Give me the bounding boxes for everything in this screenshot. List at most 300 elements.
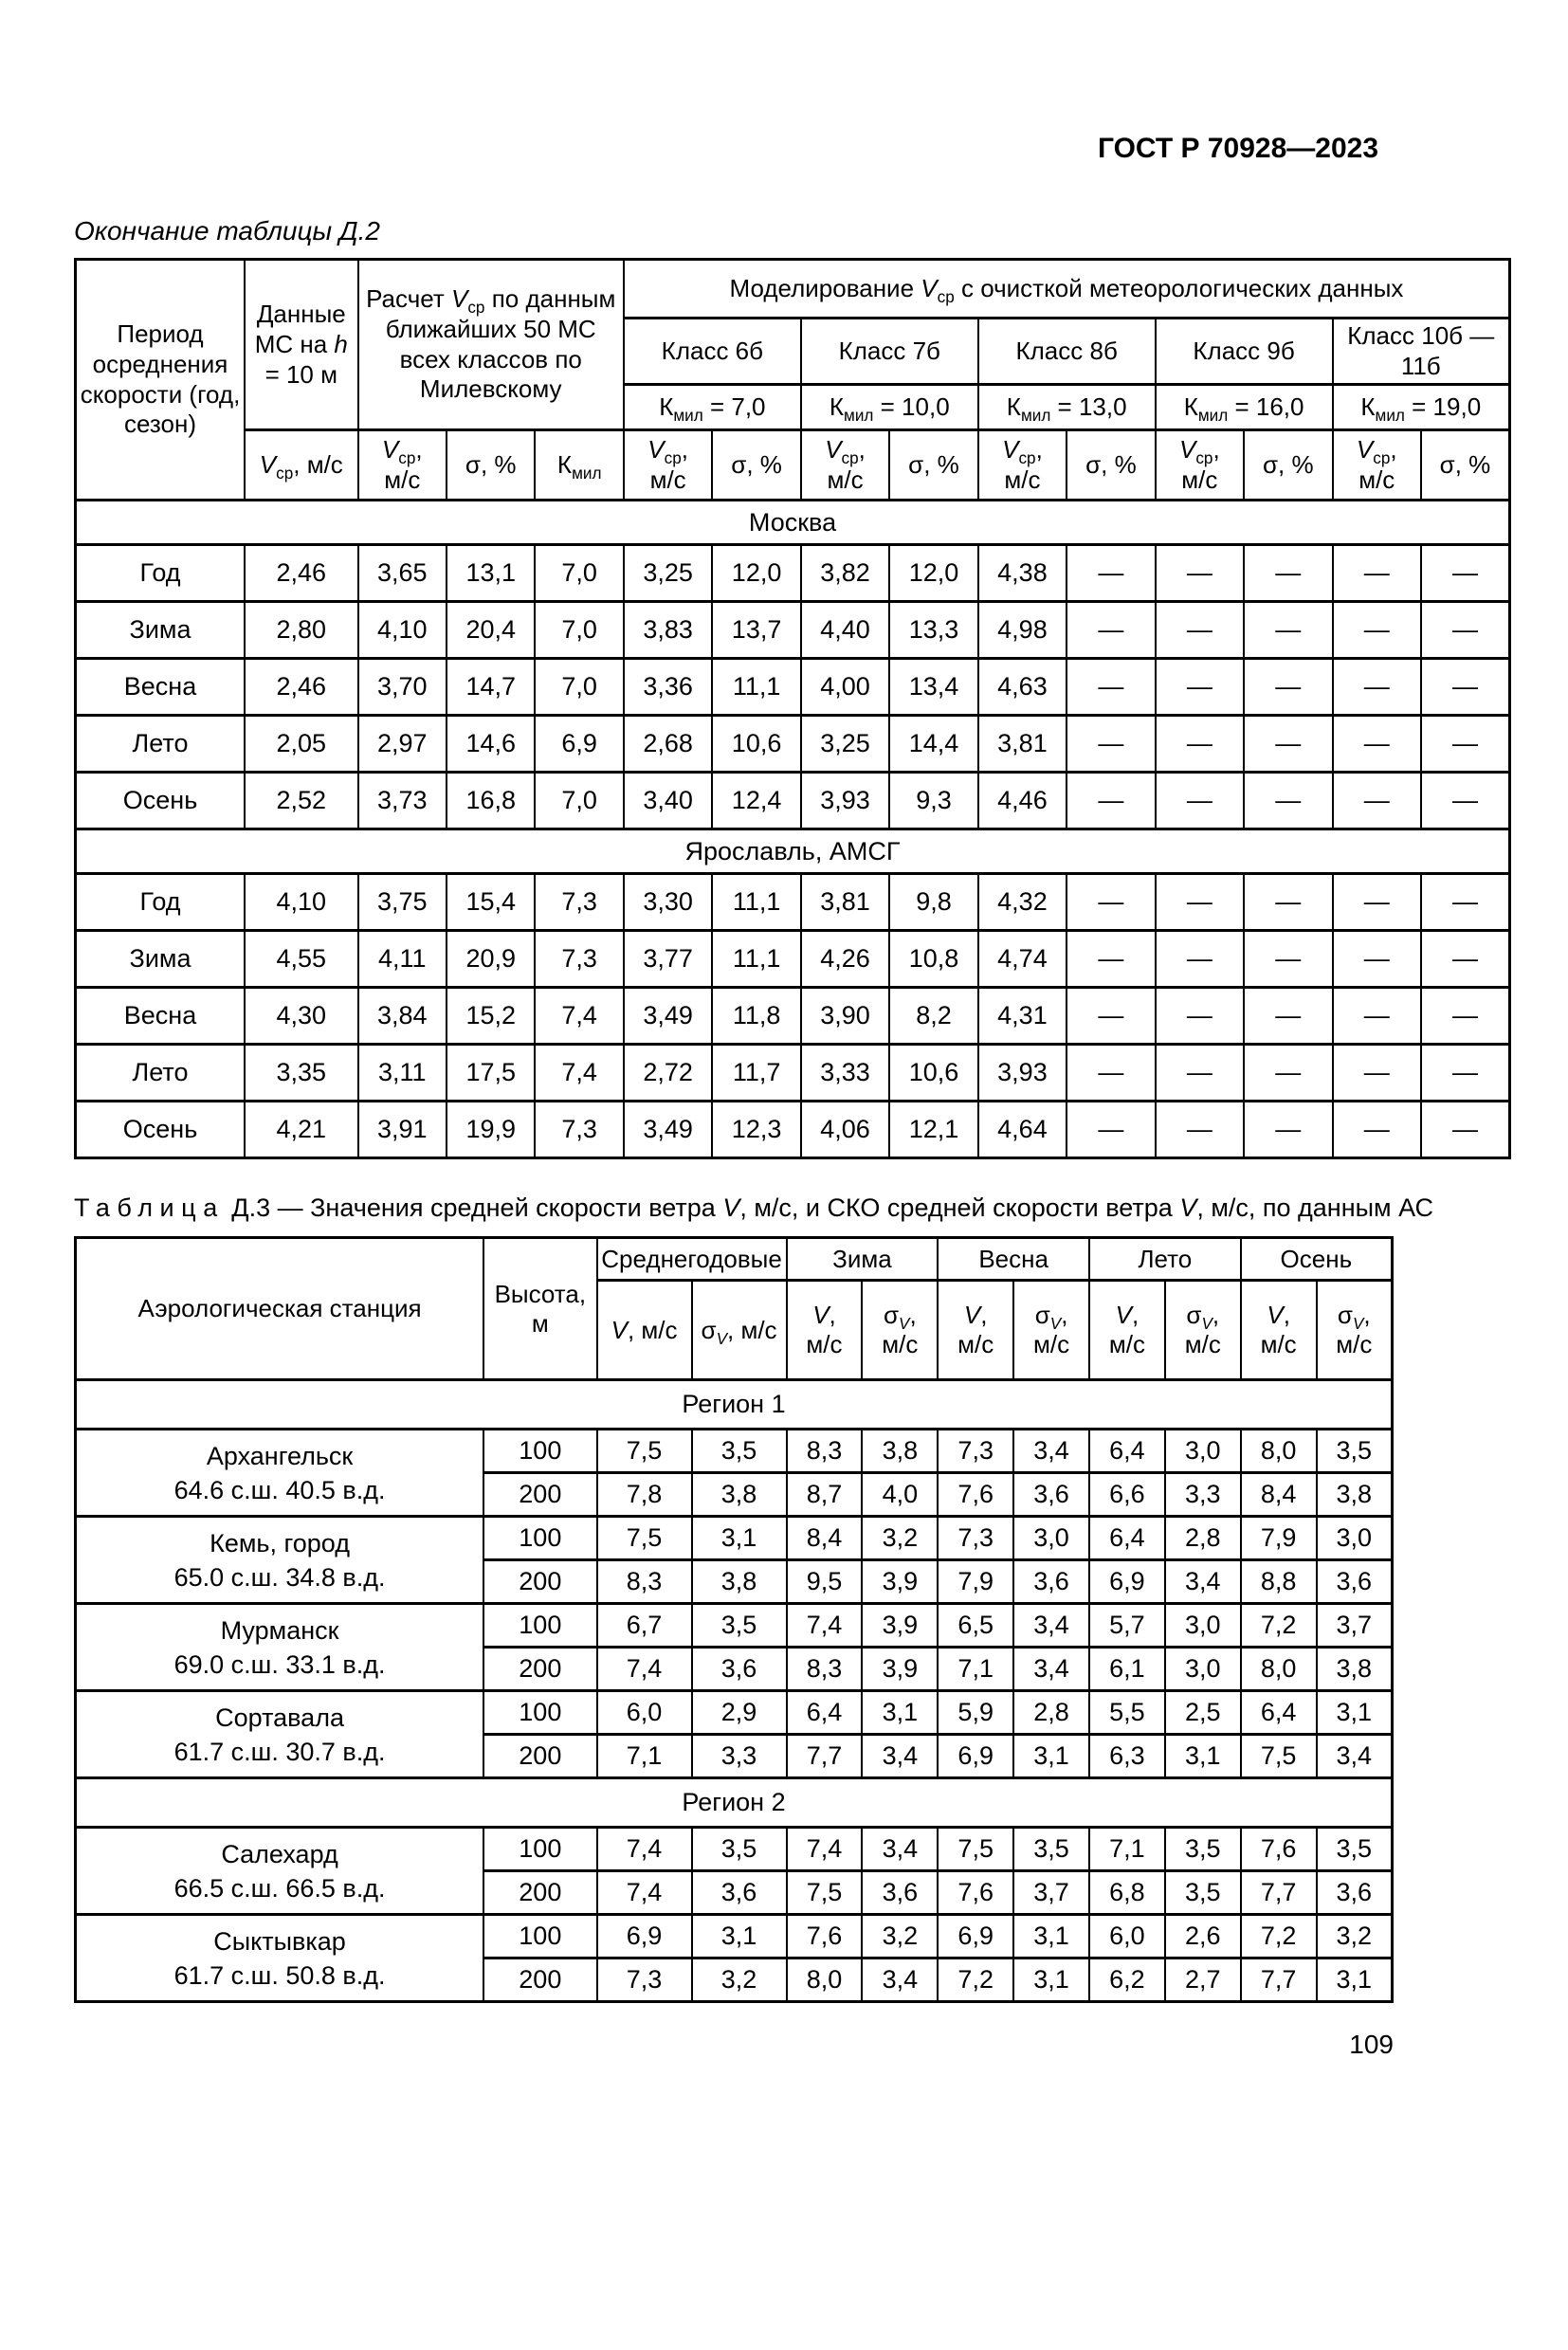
wind-speed-header: V, м/с (938, 1281, 1013, 1380)
value-cell: 3,5 (1013, 1828, 1089, 1871)
value-cell: 13,4 (889, 659, 977, 716)
value-cell: 11,1 (712, 874, 800, 931)
value-cell: 4,55 (245, 931, 358, 988)
value-cell: — (1067, 1102, 1155, 1158)
period-label: Год (76, 874, 246, 931)
value-cell: 5,5 (1089, 1691, 1165, 1735)
value-cell: 3,8 (1317, 1473, 1393, 1517)
value-cell: — (1067, 931, 1155, 988)
value-cell: — (1333, 659, 1421, 716)
value-cell: 3,25 (624, 545, 712, 602)
sigma-header: σ, % (447, 430, 535, 501)
value-cell: 3,6 (1013, 1473, 1089, 1517)
table-row (76, 1915, 1393, 1958)
wind-speed-header: V, м/с (597, 1281, 692, 1380)
station-cell (76, 1828, 484, 1915)
value-cell: 3,8 (692, 1473, 787, 1517)
value-cell: 3,7 (1317, 1604, 1393, 1648)
value-cell: — (1156, 874, 1244, 931)
value-cell: 3,8 (692, 1560, 787, 1604)
value-cell: 7,3 (938, 1430, 1013, 1473)
value-cell: 6,9 (938, 1735, 1013, 1778)
height-cell: 100 (483, 1604, 596, 1648)
value-cell: 3,1 (862, 1691, 938, 1735)
value-cell: 2,05 (245, 716, 358, 773)
table-row (76, 1691, 1393, 1735)
table-d2 (74, 258, 1511, 1159)
value-cell: 3,49 (624, 1102, 712, 1158)
value-cell: — (1421, 1045, 1510, 1102)
value-cell: 2,9 (692, 1691, 787, 1735)
value-cell: 3,1 (1013, 1958, 1089, 2002)
value-cell: 7,1 (597, 1735, 692, 1778)
value-cell: 7,3 (535, 1102, 623, 1158)
period-label: Год (76, 545, 246, 602)
value-cell: 4,98 (978, 602, 1067, 659)
height-cell: 100 (483, 1915, 596, 1958)
value-cell: — (1156, 931, 1244, 988)
value-cell: 3,25 (801, 716, 889, 773)
value-cell: 4,63 (978, 659, 1067, 716)
value-cell: 3,5 (692, 1604, 787, 1648)
table-row (76, 1102, 1510, 1158)
table-row (76, 716, 1510, 773)
value-cell: 4,00 (801, 659, 889, 716)
value-cell: 10,6 (889, 1045, 977, 1102)
value-cell: 7,4 (787, 1604, 863, 1648)
station-cell (76, 1430, 484, 1517)
value-cell: 3,49 (624, 988, 712, 1045)
station-name: Мурманск (220, 1615, 339, 1645)
value-cell: — (1333, 874, 1421, 931)
height-cell: 200 (483, 1871, 596, 1915)
value-cell: 3,6 (1317, 1871, 1393, 1915)
value-cell: 3,93 (978, 1045, 1067, 1102)
value-cell: 3,1 (1165, 1735, 1241, 1778)
value-cell: — (1333, 545, 1421, 602)
value-cell: — (1333, 1102, 1421, 1158)
height-cell: 200 (483, 1958, 596, 2002)
value-cell: 2,46 (245, 545, 358, 602)
value-cell: — (1333, 1045, 1421, 1102)
value-cell: — (1333, 773, 1421, 829)
value-cell: 7,9 (938, 1560, 1013, 1604)
section-row (76, 501, 1510, 545)
value-cell: 3,83 (624, 602, 712, 659)
value-cell: 7,7 (787, 1735, 863, 1778)
value-cell: 8,3 (597, 1560, 692, 1604)
region-title: Регион 1 (76, 1380, 1393, 1430)
value-cell: 7,5 (1241, 1735, 1317, 1778)
value-cell: — (1333, 988, 1421, 1045)
page-number: 109 (1349, 2030, 1394, 2060)
value-cell: 12,4 (712, 773, 800, 829)
col-header-height: Высота, м (483, 1238, 596, 1380)
value-cell: 3,9 (862, 1648, 938, 1691)
table-row (76, 1828, 1393, 1871)
value-cell: — (1067, 545, 1155, 602)
value-cell: 6,4 (1089, 1517, 1165, 1560)
table-d2-continuation-caption: Окончание таблицы Д.2 (74, 216, 380, 246)
sigma-header: σ, % (1067, 430, 1155, 501)
value-cell: 3,5 (1317, 1828, 1393, 1871)
value-cell: 2,68 (624, 716, 712, 773)
value-cell: 3,1 (1317, 1958, 1393, 2002)
table-row (76, 931, 1510, 988)
value-cell: 8,8 (1241, 1560, 1317, 1604)
table-d3-header (76, 1238, 1393, 1380)
kmil-value-header: $К_{мил} = 13,0$ (978, 385, 1156, 430)
class-header: Класс 6б (624, 319, 801, 385)
section-title: Москва (76, 501, 1510, 545)
sigma-header: σ, % (1244, 430, 1332, 501)
value-cell: 3,4 (1013, 1430, 1089, 1473)
value-cell: 12,0 (712, 545, 800, 602)
value-cell: 3,1 (1013, 1915, 1089, 1958)
height-cell: 200 (483, 1735, 596, 1778)
standard-number: ГОСТ Р 70928—2023 (1097, 133, 1378, 164)
value-cell: — (1244, 1045, 1332, 1102)
value-cell: 6,4 (1089, 1430, 1165, 1473)
period-label: Лето (76, 1045, 246, 1102)
value-cell: 3,5 (1317, 1430, 1393, 1473)
value-cell: 7,2 (1241, 1604, 1317, 1648)
value-cell: 3,6 (862, 1871, 938, 1915)
value-cell: 3,35 (245, 1045, 358, 1102)
value-cell: 3,5 (1165, 1828, 1241, 1871)
value-cell: 4,64 (978, 1102, 1067, 1158)
table-row (76, 659, 1510, 716)
height-cell: 100 (483, 1517, 596, 1560)
value-cell: — (1156, 1102, 1244, 1158)
season-group-header: Лето (1089, 1238, 1241, 1281)
value-cell: 7,3 (535, 874, 623, 931)
sigma-v-header: $\sigma_V$, м/с (862, 1281, 938, 1380)
value-cell: 3,4 (1317, 1735, 1393, 1778)
value-cell: 8,0 (1241, 1648, 1317, 1691)
value-cell: — (1244, 988, 1332, 1045)
v-avg-header: $V_{ср}$, м/с (624, 430, 712, 501)
value-cell: 11,8 (712, 988, 800, 1045)
station-coords: 61.7 с.ш. 30.7 в.д. (173, 1737, 386, 1766)
value-cell: 3,6 (692, 1648, 787, 1691)
value-cell: 14,6 (447, 716, 535, 773)
header-row (76, 260, 1510, 319)
document-page (0, 133, 1568, 2350)
class-header: Класс 8б (978, 319, 1156, 385)
value-cell: 16,8 (447, 773, 535, 829)
value-cell: 6,0 (1089, 1915, 1165, 1958)
station-coords: 66.5 с.ш. 66.5 в.д. (173, 1873, 386, 1903)
value-cell: 15,4 (447, 874, 535, 931)
value-cell: — (1244, 545, 1332, 602)
value-cell: 20,4 (447, 602, 535, 659)
value-cell: 7,4 (597, 1828, 692, 1871)
value-cell: — (1421, 988, 1510, 1045)
value-cell: 3,4 (862, 1828, 938, 1871)
value-cell: — (1333, 602, 1421, 659)
value-cell: — (1156, 1045, 1244, 1102)
value-cell: 13,7 (712, 602, 800, 659)
station-name: Кемь, город (210, 1528, 350, 1558)
station-coords: 61.7 с.ш. 50.8 в.д. (173, 1960, 386, 1990)
value-cell: 3,65 (358, 545, 447, 602)
value-cell: 3,0 (1165, 1604, 1241, 1648)
sigma-v-header: $\sigma_V$, м/с (1165, 1281, 1241, 1380)
value-cell: 7,7 (1241, 1871, 1317, 1915)
station-cell (76, 1691, 484, 1778)
table-d2-body (76, 501, 1510, 1158)
station-name: Сыктывкар (213, 1926, 346, 1956)
value-cell: 4,0 (862, 1473, 938, 1517)
value-cell: 3,1 (692, 1915, 787, 1958)
value-cell: 3,0 (1013, 1517, 1089, 1560)
v-avg-header: $V_{ср}$, м/с (801, 430, 889, 501)
value-cell: — (1244, 931, 1332, 988)
value-cell: 4,31 (978, 988, 1067, 1045)
class-header: Класс 9б (1156, 319, 1333, 385)
value-cell: 4,38 (978, 545, 1067, 602)
value-cell: 3,2 (862, 1915, 938, 1958)
value-cell: 3,93 (801, 773, 889, 829)
table-row (76, 545, 1510, 602)
table-row (76, 988, 1510, 1045)
value-cell: 3,81 (801, 874, 889, 931)
wind-speed-header: V, м/с (1089, 1281, 1165, 1380)
table-row (76, 602, 1510, 659)
value-cell: 6,9 (938, 1915, 1013, 1958)
value-cell: 14,7 (447, 659, 535, 716)
value-cell: 6,4 (787, 1691, 863, 1735)
value-cell: 15,2 (447, 988, 535, 1045)
value-cell: 2,46 (245, 659, 358, 716)
section-row (76, 1380, 1393, 1430)
group-header-row (76, 1238, 1393, 1281)
height-cell: 200 (483, 1473, 596, 1517)
value-cell: 7,7 (1241, 1958, 1317, 2002)
value-cell: 7,6 (1241, 1828, 1317, 1871)
value-cell: 4,30 (245, 988, 358, 1045)
value-cell: 7,3 (597, 1958, 692, 2002)
value-cell: — (1244, 659, 1332, 716)
value-cell: 3,81 (978, 716, 1067, 773)
table-row (76, 1045, 1510, 1102)
value-cell: 20,9 (447, 931, 535, 988)
value-cell: 3,3 (692, 1735, 787, 1778)
value-cell: 4,11 (358, 931, 447, 988)
value-cell: 3,70 (358, 659, 447, 716)
class-header: Класс 7б (801, 319, 978, 385)
sigma-v-header: $\sigma_V$, м/с (1013, 1281, 1089, 1380)
table-d2-header (76, 260, 1510, 501)
value-cell: 10,8 (889, 931, 977, 988)
value-cell: — (1156, 988, 1244, 1045)
value-cell: 3,40 (624, 773, 712, 829)
kmil-header: $К_{мил}$ (535, 430, 623, 501)
value-cell: 4,32 (978, 874, 1067, 931)
value-cell: 3,7 (1013, 1871, 1089, 1915)
value-cell: 3,4 (862, 1735, 938, 1778)
value-cell: 7,4 (535, 1045, 623, 1102)
table-row (76, 773, 1510, 829)
value-cell: 3,82 (801, 545, 889, 602)
value-cell: 4,74 (978, 931, 1067, 988)
value-cell: — (1421, 1102, 1510, 1158)
value-cell: 2,97 (358, 716, 447, 773)
col-header-modeling: Моделирование $V_{ср}$ с очисткой метеорологических данных (624, 260, 1510, 319)
value-cell: — (1156, 716, 1244, 773)
value-cell: 9,3 (889, 773, 977, 829)
value-cell: 6,9 (535, 716, 623, 773)
table-row (76, 874, 1510, 931)
value-cell: 19,9 (447, 1102, 535, 1158)
value-cell: — (1067, 716, 1155, 773)
value-cell: 7,0 (535, 602, 623, 659)
season-group-header: Весна (938, 1238, 1089, 1281)
value-cell: 7,1 (1089, 1828, 1165, 1871)
value-cell: 3,91 (358, 1102, 447, 1158)
value-cell: 3,2 (1317, 1915, 1393, 1958)
value-cell: — (1067, 659, 1155, 716)
value-cell: 3,5 (692, 1828, 787, 1871)
value-cell: 8,0 (1241, 1430, 1317, 1473)
value-cell: 4,21 (245, 1102, 358, 1158)
sigma-header: σ, % (1421, 430, 1510, 501)
table-d3-caption-text: Д.3 — Значения средней скорости ветра V, м/с, и СКО средней скорости ветра V, м/с, по данным АС (224, 1193, 1434, 1223)
value-cell: 3,4 (1013, 1648, 1089, 1691)
value-cell: 3,6 (1013, 1560, 1089, 1604)
value-cell: 7,6 (938, 1473, 1013, 1517)
value-cell: 3,4 (1013, 1604, 1089, 1648)
table-row (76, 1430, 1393, 1473)
value-cell: 3,2 (692, 1958, 787, 2002)
station-cell (76, 1517, 484, 1604)
value-cell: 13,3 (889, 602, 977, 659)
value-cell: 3,8 (1317, 1648, 1393, 1691)
value-cell: 8,7 (787, 1473, 863, 1517)
sigma-v-header: $\sigma_V$, м/с (1317, 1281, 1393, 1380)
section-row (76, 1778, 1393, 1828)
value-cell: 6,4 (1241, 1691, 1317, 1735)
value-cell: 8,4 (1241, 1473, 1317, 1517)
value-cell: — (1421, 545, 1510, 602)
height-cell: 100 (483, 1691, 596, 1735)
value-cell: 7,2 (938, 1958, 1013, 2002)
value-cell: 11,7 (712, 1045, 800, 1102)
value-cell: 3,75 (358, 874, 447, 931)
value-cell: — (1156, 659, 1244, 716)
value-cell: — (1156, 602, 1244, 659)
value-cell: 7,5 (787, 1871, 863, 1915)
table-d3-body (76, 1380, 1393, 2002)
period-label: Зима (76, 602, 246, 659)
height-cell: 200 (483, 1560, 596, 1604)
value-cell: 12,1 (889, 1102, 977, 1158)
station-cell (76, 1915, 484, 2002)
value-cell: 9,8 (889, 874, 977, 931)
value-cell: — (1156, 773, 1244, 829)
v-avg-header: $V_{ср}$, м/с (1156, 430, 1244, 501)
value-cell: — (1421, 773, 1510, 829)
station-name: Архангельск (206, 1441, 354, 1470)
value-cell: — (1421, 659, 1510, 716)
value-cell: — (1244, 874, 1332, 931)
value-cell: 7,5 (938, 1828, 1013, 1871)
value-cell: 7,4 (597, 1648, 692, 1691)
value-cell: — (1244, 773, 1332, 829)
station-name: Сортавала (215, 1703, 344, 1732)
section-row (76, 829, 1510, 874)
value-cell: — (1244, 602, 1332, 659)
value-cell: 7,0 (535, 773, 623, 829)
value-cell: 6,3 (1089, 1735, 1165, 1778)
value-cell: — (1421, 602, 1510, 659)
value-cell: 8,4 (787, 1517, 863, 1560)
value-cell: 5,7 (1089, 1604, 1165, 1648)
col-header-station: Аэрологическая станция (76, 1238, 484, 1380)
value-cell: 3,33 (801, 1045, 889, 1102)
value-cell: 7,6 (938, 1871, 1013, 1915)
value-cell: 12,3 (712, 1102, 800, 1158)
value-cell: 2,7 (1165, 1958, 1241, 2002)
value-cell: 5,9 (938, 1691, 1013, 1735)
value-cell: 2,80 (245, 602, 358, 659)
value-cell: 3,4 (862, 1958, 938, 2002)
value-cell: 2,5 (1165, 1691, 1241, 1735)
value-cell: 6,9 (1089, 1560, 1165, 1604)
col-header-period: Период осреднения скорости (год, сезон) (76, 260, 246, 501)
station-coords: 69.0 с.ш. 33.1 в.д. (173, 1649, 386, 1679)
kmil-value-header: $К_{мил} = 10,0$ (801, 385, 978, 430)
value-cell: 3,9 (862, 1604, 938, 1648)
value-cell: — (1421, 716, 1510, 773)
value-cell: 4,10 (358, 602, 447, 659)
value-cell: 12,0 (889, 545, 977, 602)
value-cell: 4,10 (245, 874, 358, 931)
value-cell: 7,1 (938, 1648, 1013, 1691)
period-label: Осень (76, 1102, 246, 1158)
value-cell: 8,2 (889, 988, 977, 1045)
value-cell: — (1067, 988, 1155, 1045)
value-cell: 7,0 (535, 545, 623, 602)
v-avg-header: $V_{ср}$, м/с (245, 430, 358, 501)
value-cell: 7,4 (787, 1828, 863, 1871)
section-title: Ярославль, АМСГ (76, 829, 1510, 874)
value-cell: 3,4 (1165, 1560, 1241, 1604)
kmil-value-header: $К_{мил} = 16,0$ (1156, 385, 1333, 430)
height-cell: 200 (483, 1648, 596, 1691)
value-cell: 7,9 (1241, 1517, 1317, 1560)
value-cell: 7,0 (535, 659, 623, 716)
value-cell: 2,72 (624, 1045, 712, 1102)
value-cell: 8,0 (787, 1958, 863, 2002)
value-cell: — (1067, 773, 1155, 829)
value-cell: 3,5 (692, 1430, 787, 1473)
value-cell: 3,6 (692, 1871, 787, 1915)
value-cell: — (1244, 1102, 1332, 1158)
value-cell: 8,3 (787, 1648, 863, 1691)
value-cell: 3,2 (862, 1517, 938, 1560)
period-label: Зима (76, 931, 246, 988)
kmil-value-header: $К_{мил} = 19,0$ (1333, 385, 1510, 430)
value-cell: 4,46 (978, 773, 1067, 829)
station-name: Салехард (221, 1839, 338, 1868)
wind-speed-header: V, м/с (1241, 1281, 1317, 1380)
station-coords: 64.6 с.ш. 40.5 в.д. (173, 1475, 386, 1504)
value-cell: 6,8 (1089, 1871, 1165, 1915)
class-header: Класс 10б — 11б (1333, 319, 1510, 385)
value-cell: 3,11 (358, 1045, 447, 1102)
